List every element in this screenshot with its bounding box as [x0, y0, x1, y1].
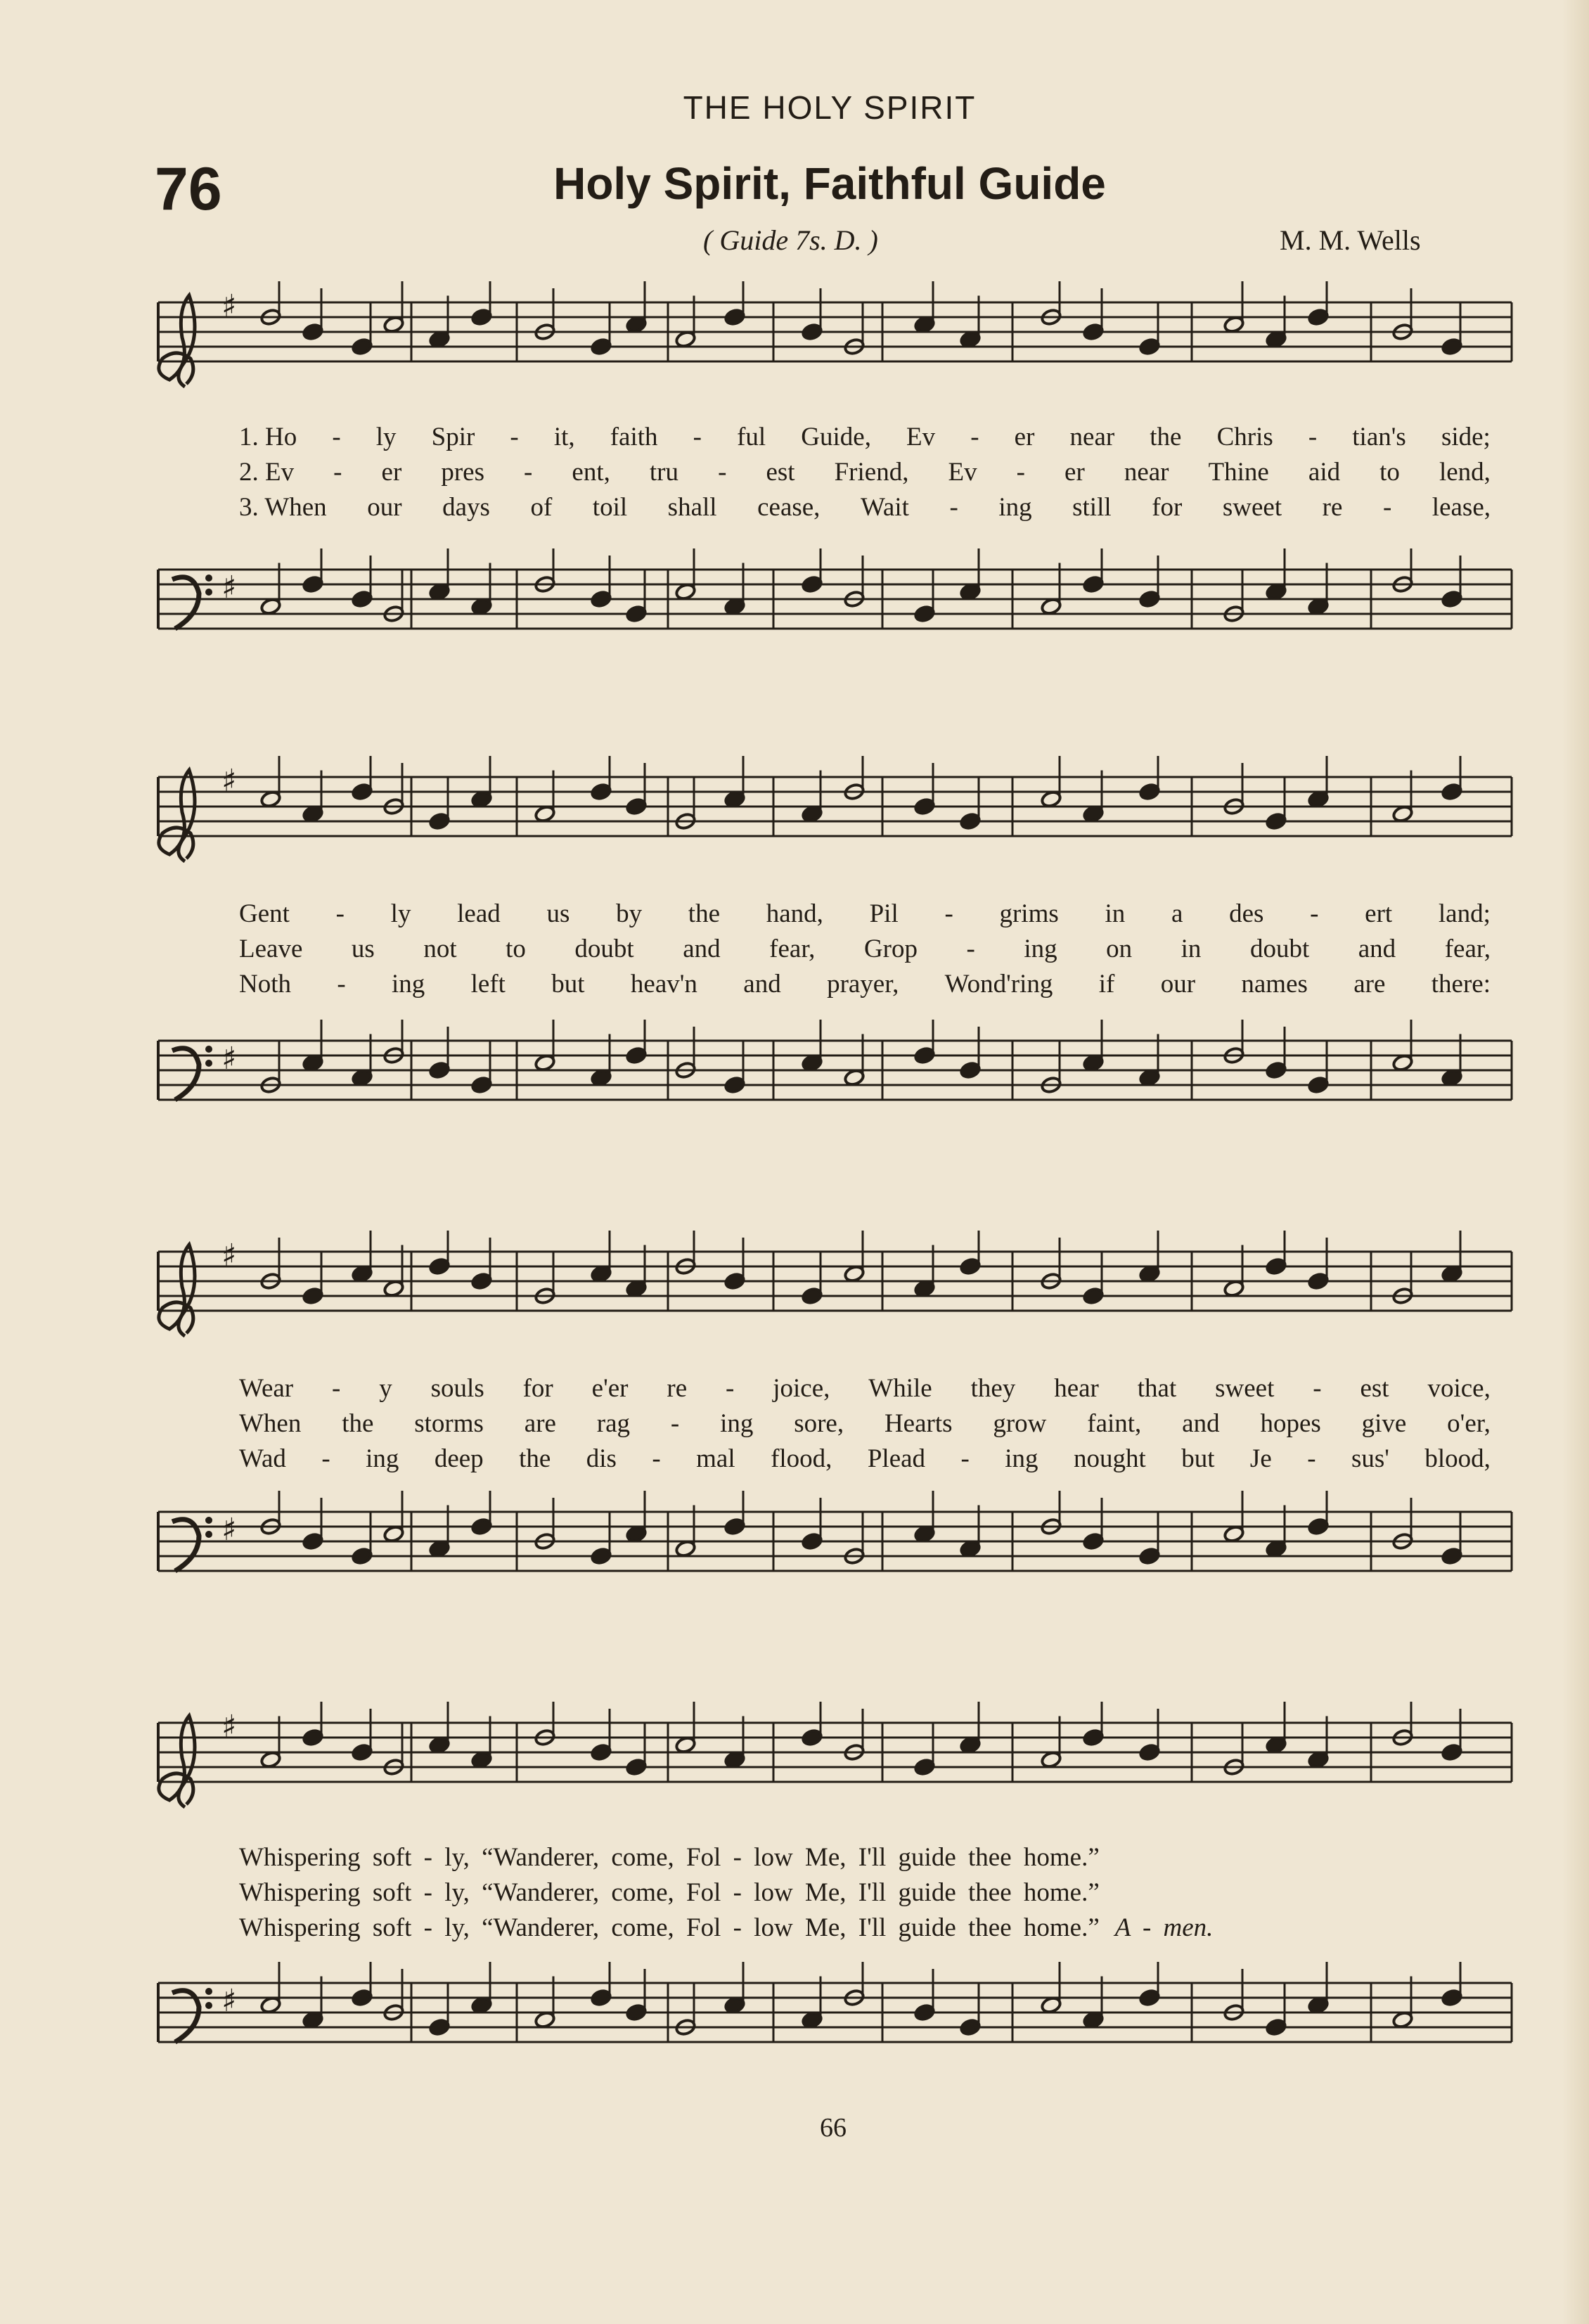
refrain-line: Whispering soft - ly, “Wanderer, come, Fol - low Me, I'll guide thee home.” — [239, 1843, 1100, 1872]
svg-text:♯: ♯ — [221, 570, 237, 605]
svg-text:♯: ♯ — [221, 1512, 237, 1548]
lyric-line: 2. Ev - er pres - ent, tru - est Friend, Ev - er near Thine aid to lend, — [239, 458, 1491, 487]
bass-staff-3 — [151, 1491, 1515, 1617]
treble-staff-1 — [151, 281, 1515, 408]
treble-staff-4 — [151, 1702, 1515, 1828]
lyric-line: Noth - ing left but heav'n and prayer, Wond'ring if our names are there: — [239, 970, 1491, 999]
lyric-line: Wear - y souls for e'er re - joice, While they hear that sweet - est voice, — [239, 1374, 1491, 1403]
svg-text:♯: ♯ — [221, 1041, 237, 1077]
lyric-line: 3. When our days of toil shall cease, Wait - ing still for sweet re - lease, — [239, 493, 1491, 522]
refrain-line: Whispering soft - ly, “Wanderer, come, Fol - low Me, I'll guide thee home.” — [239, 1878, 1100, 1907]
bass-staff-1 — [151, 548, 1515, 675]
bass-staff-4 — [151, 1962, 1515, 2088]
refrain-line: Whispering soft - ly, “Wanderer, come, Fol - low Me, I'll guide thee home.” A - men. — [239, 1913, 1214, 1942]
svg-text:♯: ♯ — [221, 1238, 237, 1273]
tune-name: ( Guide 7s. D. ) — [703, 224, 878, 256]
lyric-line: Wad - ing deep the dis - mal flood, Plead - ing nought but Je - sus' blood, — [239, 1444, 1491, 1473]
lyric-line: Leave us not to doubt and fear, Grop - ing on in doubt and fear, — [239, 935, 1491, 963]
hymn-title: Holy Spirit, Faithful Guide — [553, 158, 1106, 209]
svg-text:♯: ♯ — [221, 1983, 237, 2019]
treble-staff-3 — [151, 1231, 1515, 1357]
hymn-number: 76 — [155, 155, 222, 223]
section-title: THE HOLY SPIRIT — [683, 89, 977, 126]
page-edge — [1562, 0, 1589, 2324]
bass-staff-2 — [151, 1020, 1515, 1146]
treble-staff-2 — [151, 756, 1515, 882]
lyric-line: Gent - ly lead us by the hand, Pil - grims in a des - ert land; — [239, 899, 1491, 928]
svg-text:♯: ♯ — [221, 763, 237, 799]
page-number: 66 — [820, 2113, 847, 2143]
lyric-line: 1. Ho - ly Spir - it, faith - ful Guide, Ev - er near the Chris - tian's side; — [239, 423, 1491, 451]
lyric-line: When the storms are rag - ing sore, Hearts grow faint, and hopes give o'er, — [239, 1409, 1491, 1438]
amen: A - men. — [1114, 1913, 1214, 1942]
composer: M. M. Wells — [1280, 224, 1421, 256]
svg-text:♯: ♯ — [221, 1709, 237, 1745]
svg-text:♯: ♯ — [221, 288, 237, 324]
